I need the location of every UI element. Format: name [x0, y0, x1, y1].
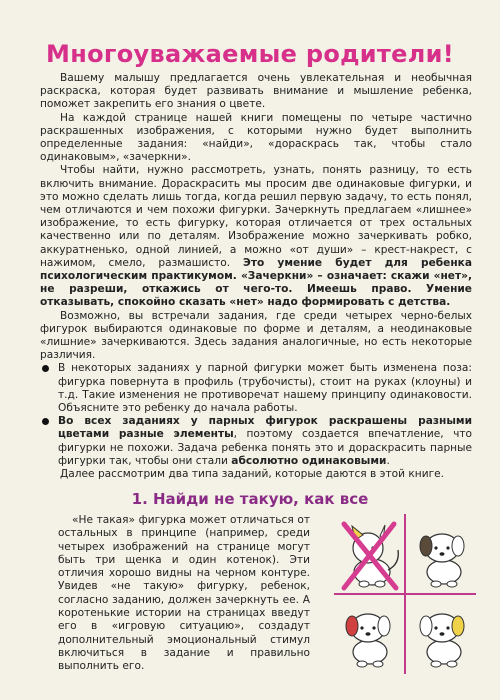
paragraph-3-bold: Это умение будет для ребенка психологическим практикумом. «Зачеркни» – означает: скажи «нет», не разреши, откажись от чего-то. Имеешь право. Умение отказывать, спокойно сказать «нет» надо формировать с детства. — [40, 256, 473, 309]
page-title: Многоуважаемые родители! — [46, 40, 454, 68]
bullet-2-end: . — [386, 454, 390, 467]
bullet-2-rest: , поэтому создается впечатление, что фигурки не похожи. Задача ребенка понять это и дораскрасить парные фигурки так, чтобы они стали — [58, 428, 472, 467]
bullet-2-bold-2: абсолютно одинаковыми — [231, 454, 387, 467]
section-title: 1. Найди не такую, как все — [131, 490, 369, 508]
final-line: Далее рассмотрим два типа заданий, которые даются в этой книге. — [60, 468, 445, 481]
illustration-svg — [330, 510, 480, 678]
kitten-icon — [352, 525, 398, 587]
bullet-2-bold: Во всех заданиях у парных фигурок раскрашены разными цветами разные элементы — [58, 415, 472, 441]
paragraph-4: Возможно, вы встречали задания, где среди четырех черно-белых фигурок выбираются одинаковые по форме и деталям, а неодинаковые «лишние» зачеркиваются. Здесь задания аналогичные, но есть некоторые различия. — [40, 309, 472, 362]
bullet-1-text: В некоторых заданиях у парной фигурки может быть изменена поза: фигурка повернута в профиль (трубочисты), стоит на руках (клоуны) и т.д. Такие изменения не противоречат нашему принципу одинаковости. Объясните это ребенку до начала работы. — [58, 362, 472, 415]
example-illustration — [330, 510, 480, 678]
intro-text — [40, 72, 472, 481]
puppy-icon — [420, 534, 464, 587]
paragraph-2: На каждой странице нашей книги помещены по четыре частично раскрашенных изображения, с которыми нужно будет выполнить определенные задания: «найди», «дораскрась так, чтобы стало одинаковым», «зачеркни». — [40, 111, 472, 164]
puppy-icon — [420, 614, 464, 667]
bullet-dot-icon — [42, 418, 49, 425]
paragraph-3 — [40, 164, 472, 309]
bullet-item-1 — [40, 362, 472, 415]
puppy-icon — [346, 614, 390, 667]
bullet-dot-icon — [42, 365, 49, 372]
paragraph-1: Вашему малышу предлагается очень увлекательная и необычная раскраска, которая будет развивать внимание и мышление ребенка, поможет закрепить его знания о цвете. — [40, 72, 472, 111]
bullet-list — [40, 362, 472, 468]
paragraph-3-text: Чтобы найти, нужно рассмотреть, узнать, понять разницу, то есть включить внимание. Дораскрасить мы просим две одинаковые фигурки, и это можно сделать лишь тогда, когда решил первую задачу, то есть понял, чем отличаются и чем похожи фигурки. Зачеркнуть предлагаем «лишнее» изображение, то есть фигурку, которая отличается от трех остальных качественно или по деталям. Изображение можно зачеркивать робко, аккуратненько, одной линией, а можно «от души» – крест-накрест, с нажимом, смело, размашисто. — [40, 164, 472, 269]
section-paragraph: «Не такая» фигурка может отличаться от остальных в принципе (например, среди четырех изображений на странице могут быть три щенка и один котенок). Эти отличия хорошо видны на черном контуре. Увидев «не такую» фигурку, ребенок, согласно заданию, должен зачеркнуть ее. А коротенькие истории на страницах введут его в «игровую ситуацию», создадут дополнительный эмоциональный стимул включиться в задание и правильно выполнить его. — [58, 514, 310, 673]
section-text — [58, 514, 310, 674]
bullet-item-2 — [40, 415, 472, 468]
